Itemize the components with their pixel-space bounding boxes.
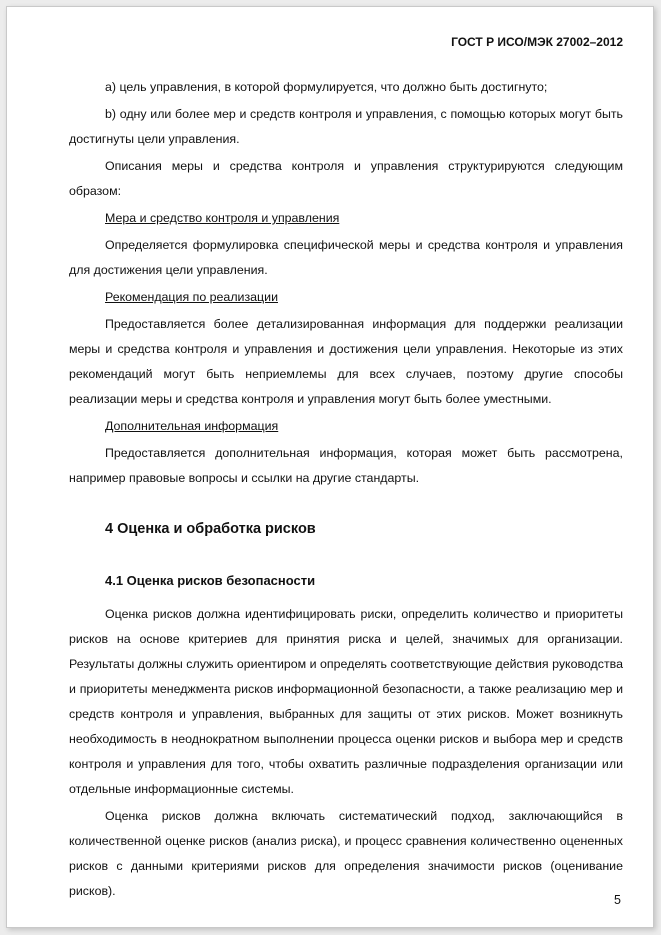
- underlined-heading-recommendation: [69, 285, 623, 310]
- underlined-heading-control-text: Мера и средство контроля и управления: [105, 211, 340, 225]
- paragraph-risk-assessment-1: Оценка рисков должна идентифицировать риски, определить количество и приоритеты рисков на основе критериев для принятия риска и целей, значимых для организации. Результаты должны служить ориентиром и определять соответствующие действия руководства и приоритеты менеджмента рисков информационной безопасности, а также реализацию мер и средств контроля и управления, выбранных для защиты от этих рисков. Может возникнуть необходимость в неоднократном выполнении процесса оценки рисков и выбора мер и средств контроля и управления для того, чтобы охватить различные подразделения организации или отдельные информационные системы.: [69, 607, 623, 796]
- page-number: 5: [614, 893, 621, 907]
- document-code-header: ГОСТ Р ИСО/МЭК 27002–2012: [451, 35, 623, 49]
- paragraph-additional-info-description: Предоставляется дополнительная информация, которая может быть рассмотрена, например правовые вопросы и ссылки на другие стандарты.: [69, 446, 623, 485]
- underlined-heading-recommendation-text: Рекомендация по реализации: [105, 290, 278, 304]
- underlined-heading-additional-info: [69, 414, 623, 439]
- list-item-a: a) цель управления, в которой формулируется, что должно быть достигнуто;: [105, 80, 548, 94]
- paragraph-structure-intro: Описания меры и средства контроля и управления структурируются следующим образом:: [69, 159, 623, 198]
- section-heading-4: 4 Оценка и обработка рисков: [105, 521, 316, 537]
- paragraph-recommendation-description: Предоставляется более детализированная информация для поддержки реализации меры и средства контроля и управления и достижения цели управления. Некоторые из этих рекомендаций могут быть неприемлемы для всех случаев, поэтому другие способы реализации меры и средства контроля и управления могут быть более уместными.: [69, 317, 623, 406]
- list-item-b: b) одну или более мер и средств контроля и управления, с помощью которых могут быть достигнуты цели управления.: [69, 107, 623, 146]
- paragraph-control-description: Определяется формулировка специфической меры и средства контроля и управления для достижения цели управления.: [69, 238, 623, 277]
- document-page: [6, 6, 654, 928]
- paragraph-risk-assessment-2: Оценка рисков должна включать систематический подход, заключающийся в количественной оценке рисков (анализ риска), и процесс сравнения количественно оцененных рисков с данными критериями рисков для определения значимости рисков (оценивание рисков).: [69, 809, 623, 898]
- underlined-heading-control: [69, 206, 623, 231]
- subsection-heading-4-1: 4.1 Оценка рисков безопасности: [105, 573, 316, 588]
- underlined-heading-additional-info-text: Дополнительная информация: [105, 419, 279, 433]
